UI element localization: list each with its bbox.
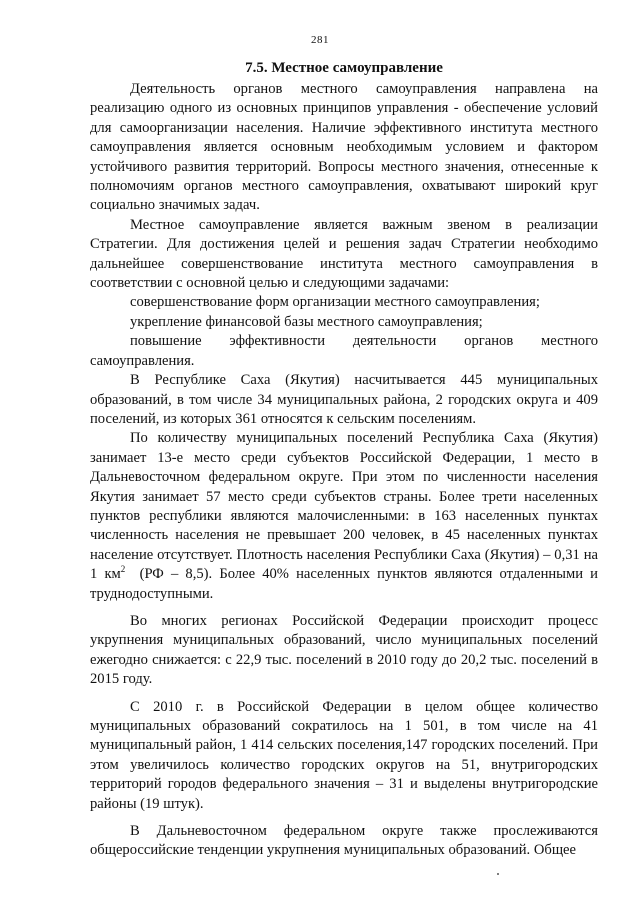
- paragraph-far-east: В Дальневосточном федеральном округе также прослеживаются общероссийские тенденции укрупнения муниципальных образований. Общее: [90, 823, 598, 859]
- list-item-forms: совершенствование форм организации местного самоуправления;: [130, 294, 540, 311]
- body-text: [90, 80, 598, 861]
- ranking-text: По количеству муниципальных поселений Республика Саха (Якутия) занимает 13-е место среди субъектов Российской Федерации, 1 место в Дальневосточном федеральном округе. При этом по численности населения Якутия занимает 57 место среди субъектов страны. Более трети населенных пунктов республики являются малочисленными: в 163 населенных пунктах численность населения не превышает 200 человек, в 45 населенных пунктах население отсутствует. Плотность населения Республики Саха (Якутия) – 0,31 на 1 км: [90, 430, 598, 583]
- section-title: 7.5. Местное самоуправление: [245, 60, 443, 76]
- km-superscript: 2: [120, 564, 126, 575]
- list-item-finance: укрепление финансовой базы местного самоуправления;: [130, 313, 483, 330]
- paragraph-reduction: С 2010 г. в Российской Федерации в целом общее количество муниципальных образований сократилось на 1 501, в том числе на 41 муниципальный район, 1 414 сельских поселения,147 городских поселений. При этом увеличилось количество городских округов на 51, внутригородских территорий городов федерального значения – 31 и выделены внутригородские районы (19 штук).: [90, 698, 598, 812]
- list-item-efficiency: повышение эффективности деятельности органов местного самоуправления.: [90, 333, 598, 369]
- paragraph-strategy: Местное самоуправление является важным звеном в реализации Стратегии. Для достижения целей и решения задач Стратегии необходимо дальнейшее совершенствование института местного самоуправления в соответствии с основной целью и следующими задачами:: [90, 216, 598, 292]
- page-number: 281: [311, 34, 329, 46]
- paragraph-intro: Деятельность органов местного самоуправления направлена на реализацию одного из основных принципов управления - обеспечение условий для самоорганизации населения. Наличие эффективного института местного самоуправления является основным необходимым условием и фактором устойчивого развития территорий. Вопросы местного значения, отнесенные к полномочиям органов местного самоуправления, охватывают широкий круг социально значимых задач.: [90, 81, 598, 214]
- paragraph-ranking: [90, 429, 598, 604]
- paragraph-consolidation: Во многих регионах Российской Федерации происходит процесс укрупнения муниципальных образований, число муниципальных поселений ежегодно снижается: с 22,9 тыс. поселений в 2010 году до 20,2 тыс. поселений в 2015 году.: [90, 612, 598, 688]
- scan-dot: [497, 873, 499, 875]
- paragraph-municipalities-count: В Республике Саха (Якутия) насчитывается 445 муниципальных образований, в том числе 34 муниципальных района, 2 городских округа и 409 поселений, из которых 361 относятся к сельским поселениям.: [90, 372, 598, 427]
- ranking-text-continued: (РФ – 8,5). Более 40% населенных пунктов являются отдаленными и труднодоступными.: [90, 566, 598, 602]
